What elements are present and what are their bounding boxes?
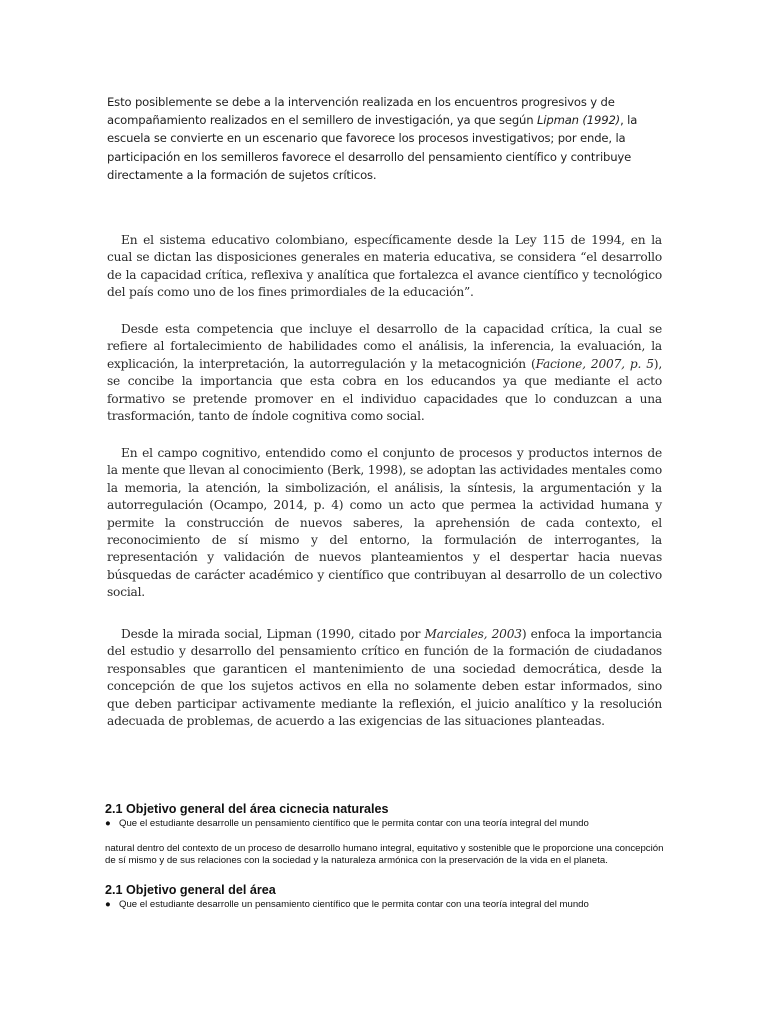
paragraph-mirada-social-text-start: Desde la mirada social, Lipman (1990, citado por <box>121 627 425 641</box>
citation-marciales: Marciales, 2003 <box>424 627 522 641</box>
section-heading-objetivo-naturales: 2.1 Objetivo general del área cicnecia naturales <box>105 802 389 816</box>
intro-text-start: Esto posiblemente se debe a la intervención realizada en los encuentros progresivos y de acompañamiento realizados en el semillero de investigación, ya que según <box>107 95 615 128</box>
paragraph-mirada-social <box>107 626 662 730</box>
citation-facione: Facione, 2007, p. 5 <box>535 356 654 371</box>
paragraph-ley-115 <box>107 232 662 302</box>
intro-citation: Lipman (1992) <box>536 113 621 128</box>
bullet-item-objetivo <box>105 818 665 830</box>
intro-paragraph <box>107 93 667 184</box>
bullet-icon: ● <box>105 818 111 829</box>
paragraph-competencia <box>107 321 662 425</box>
paragraph-campo-cognitivo <box>107 445 662 602</box>
bullet-continuation: natural dentro del contexto de un proceso de desarrollo humano integral, equitativo y sostenible que le proporcione una concepción de sí mismo y de sus relaciones con la sociedad y la naturaleza armónica con la preservación de la vida en el planeta. <box>105 843 664 867</box>
bullet-icon: ● <box>105 899 111 910</box>
bullet-item-text: Que el estudiante desarrolle un pensamiento científico que le permita contar con una teoría integral del mundo <box>119 818 589 829</box>
intro-text-end: , la escuela se convierte en un escenario que favorece los procesos investigativos; por ende, la participación en los semilleros favorece el desarrollo del pensamiento científico y contribuye directamente a la formación de sujetos críticos. <box>107 113 638 182</box>
paragraph-competencia-text-start: Desde esta competencia que incluye el desarrollo de la capacidad crítica, la cual se refiere al fortalecimiento de habilidades como el análisis, la inferencia, la evaluación, la explicación, la interpretación, la autorregulación y la metacognición ( <box>107 322 662 371</box>
paragraph-competencia-text-end: ), se concibe la importancia que esta cobra en los educandos ya que mediante el acto formativo se pretende promover en el individuo capacidades que lo conduzcan a una trasformación, tanto de índole cognitiva como social. <box>107 356 662 424</box>
section-heading-objetivo-area: 2.1 Objetivo general del área <box>105 883 276 897</box>
paragraph-mirada-social-text-end: ) enfoca la importancia del estudio y desarrollo del pensamiento crítico en función de la formación de ciudadanos responsables que garanticen el mantenimiento de una sociedad democrática, desde la concepción de que los sujetos activos en ella no solamente deben estar informados, sino que deben participar activamente mediante la reflexión, el juicio analítico y la resolución adecuada de problemas, de acuerdo a las exigencias de las situaciones planteadas. <box>107 627 662 729</box>
paragraph-ley-115-text: En el sistema educativo colombiano, específicamente desde la Ley 115 de 1994, en la cual se dictan las disposiciones generales en materia educativa, se considera “el desarrollo de la capacidad crítica, reflexiva y analítica que fortalezca el avance científico y tecnológico del país como uno de los fines primordiales de la educación”. <box>107 233 662 300</box>
paragraph-campo-cognitivo-text: En el campo cognitivo, entendido como el conjunto de procesos y productos internos de la mente que llevan al conocimiento (Berk, 1998), se adoptan las actividades mentales como la memoria, la atención, la simbolización, el análisis, la síntesis, la argumentación y la autorregulación (Ocampo, 2014, p. 4) como un acto que permea la actividad humana y permite la construcción de nuevos saberes, la aprehensión de cada contexto, el reconocimiento de sí mismo y del entorno, la formulación de interrogantes, la representación y validación de nuevos planteamientos y el despertar hacia nuevas búsquedas de carácter académico y científico que contribuyan al desarrollo de un colectivo social. <box>107 446 662 600</box>
bullet-item-text: Que el estudiante desarrolle un pensamiento científico que le permita contar con una teoría integral del mundo <box>119 899 589 910</box>
bullet-item-objetivo-2 <box>105 899 665 911</box>
